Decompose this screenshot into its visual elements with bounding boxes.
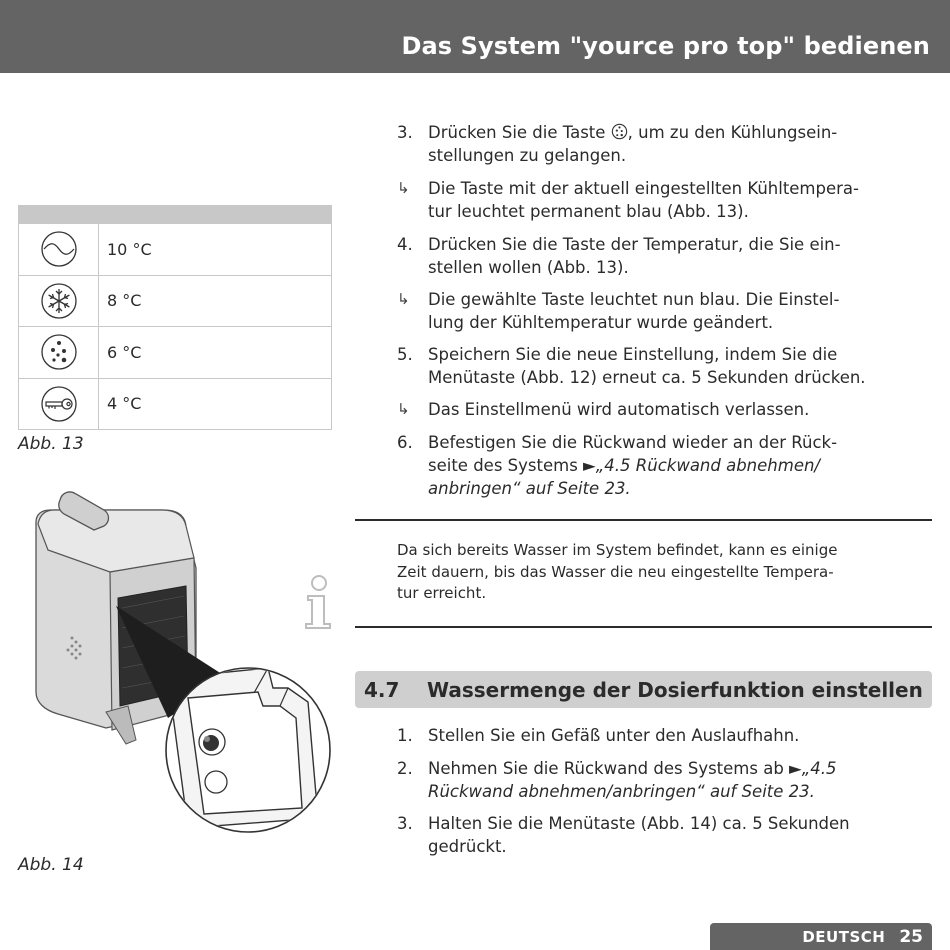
- info-note-text: Da sich bereits Wasser im System befindet, kann es einige Zeit dauern, bis das Wasser die neu eingestellte Tempera- tur erreicht.: [397, 541, 838, 602]
- wave-circle-icon: [40, 230, 78, 268]
- list-item: 6. Befestigen Sie die Rückwand wieder an der Rück- seite des Systems ►„4.5 Rückwand abnehmen/ anbringen“ auf Seite 23.: [397, 433, 838, 498]
- list-item: 3. Drücken Sie die Taste , um zu den Kühlungsein- stellungen zu gelangen.: [397, 123, 838, 165]
- device-illustration: [18, 488, 338, 843]
- temperature-value: 6 °C: [107, 342, 142, 362]
- page-title: Das System "yource pro top" bedienen: [401, 32, 930, 60]
- list-item: ↳ Die gewählte Taste leuchtet nun blau. Die Einstel- lung der Kühltemperatur wurde geändert.: [397, 290, 840, 332]
- language-label: DEUTSCH: [802, 927, 886, 946]
- header-bar: [0, 0, 950, 73]
- key-circle-icon: [40, 385, 78, 423]
- temperature-value: 4 °C: [107, 394, 142, 414]
- section-heading: [355, 671, 932, 708]
- page-number: 25: [899, 926, 923, 947]
- page-reference-link[interactable]: ►„4.5 Rückwand abnehmen/ anbringen“ auf Seite 23.: [428, 456, 820, 498]
- temperature-value: 10 °C: [107, 239, 152, 259]
- figure-caption: Abb. 13: [18, 434, 84, 454]
- temperature-value: 8 °C: [107, 291, 142, 311]
- divider: [355, 519, 932, 521]
- temperature-table: [18, 205, 332, 430]
- table-row: [18, 379, 332, 431]
- table-row: [18, 224, 332, 276]
- page-reference-link[interactable]: ►„4.5 Rückwand abnehmen/anbringen“ auf Seite 23.: [428, 759, 837, 801]
- section-number: 4.7: [364, 677, 400, 702]
- list-item: ↳ Das Einstellmenü wird automatisch verlassen.: [397, 400, 810, 419]
- list-item: 1. Stellen Sie ein Gefäß unter den Auslaufhahn.: [397, 726, 800, 745]
- table-row: [18, 276, 332, 328]
- footer-bar: [710, 923, 932, 950]
- table-row: [18, 327, 332, 379]
- divider: [355, 626, 932, 628]
- info-icon: [300, 574, 336, 630]
- dots-circle-icon: [40, 333, 78, 371]
- list-item: 5. Speichern Sie die neue Einstellung, indem Sie die Menütaste (Abb. 12) erneut ca. 5 Sekunden drücken.: [397, 345, 866, 387]
- list-item: 2. Nehmen Sie die Rückwand des Systems ab ►„4.5 Rückwand abnehmen/anbringen“ auf Seite 23.: [397, 759, 837, 801]
- list-item: ↳ Die Taste mit der aktuell eingestellten Kühltempera- tur leuchtet permanent blau (Abb. 13).: [397, 179, 859, 221]
- dots-circle-icon: [611, 123, 628, 140]
- snowflake-circle-icon: [40, 282, 78, 320]
- table-header: [18, 205, 332, 224]
- list-item: 3. Halten Sie die Menütaste (Abb. 14) ca. 5 Sekunden gedrückt.: [397, 814, 850, 856]
- section-title: Wassermenge der Dosierfunktion einstellen: [427, 677, 923, 702]
- figure-caption: Abb. 14: [18, 855, 84, 875]
- list-item: 4. Drücken Sie die Taste der Temperatur, die Sie ein- stellen wollen (Abb. 13).: [397, 235, 841, 277]
